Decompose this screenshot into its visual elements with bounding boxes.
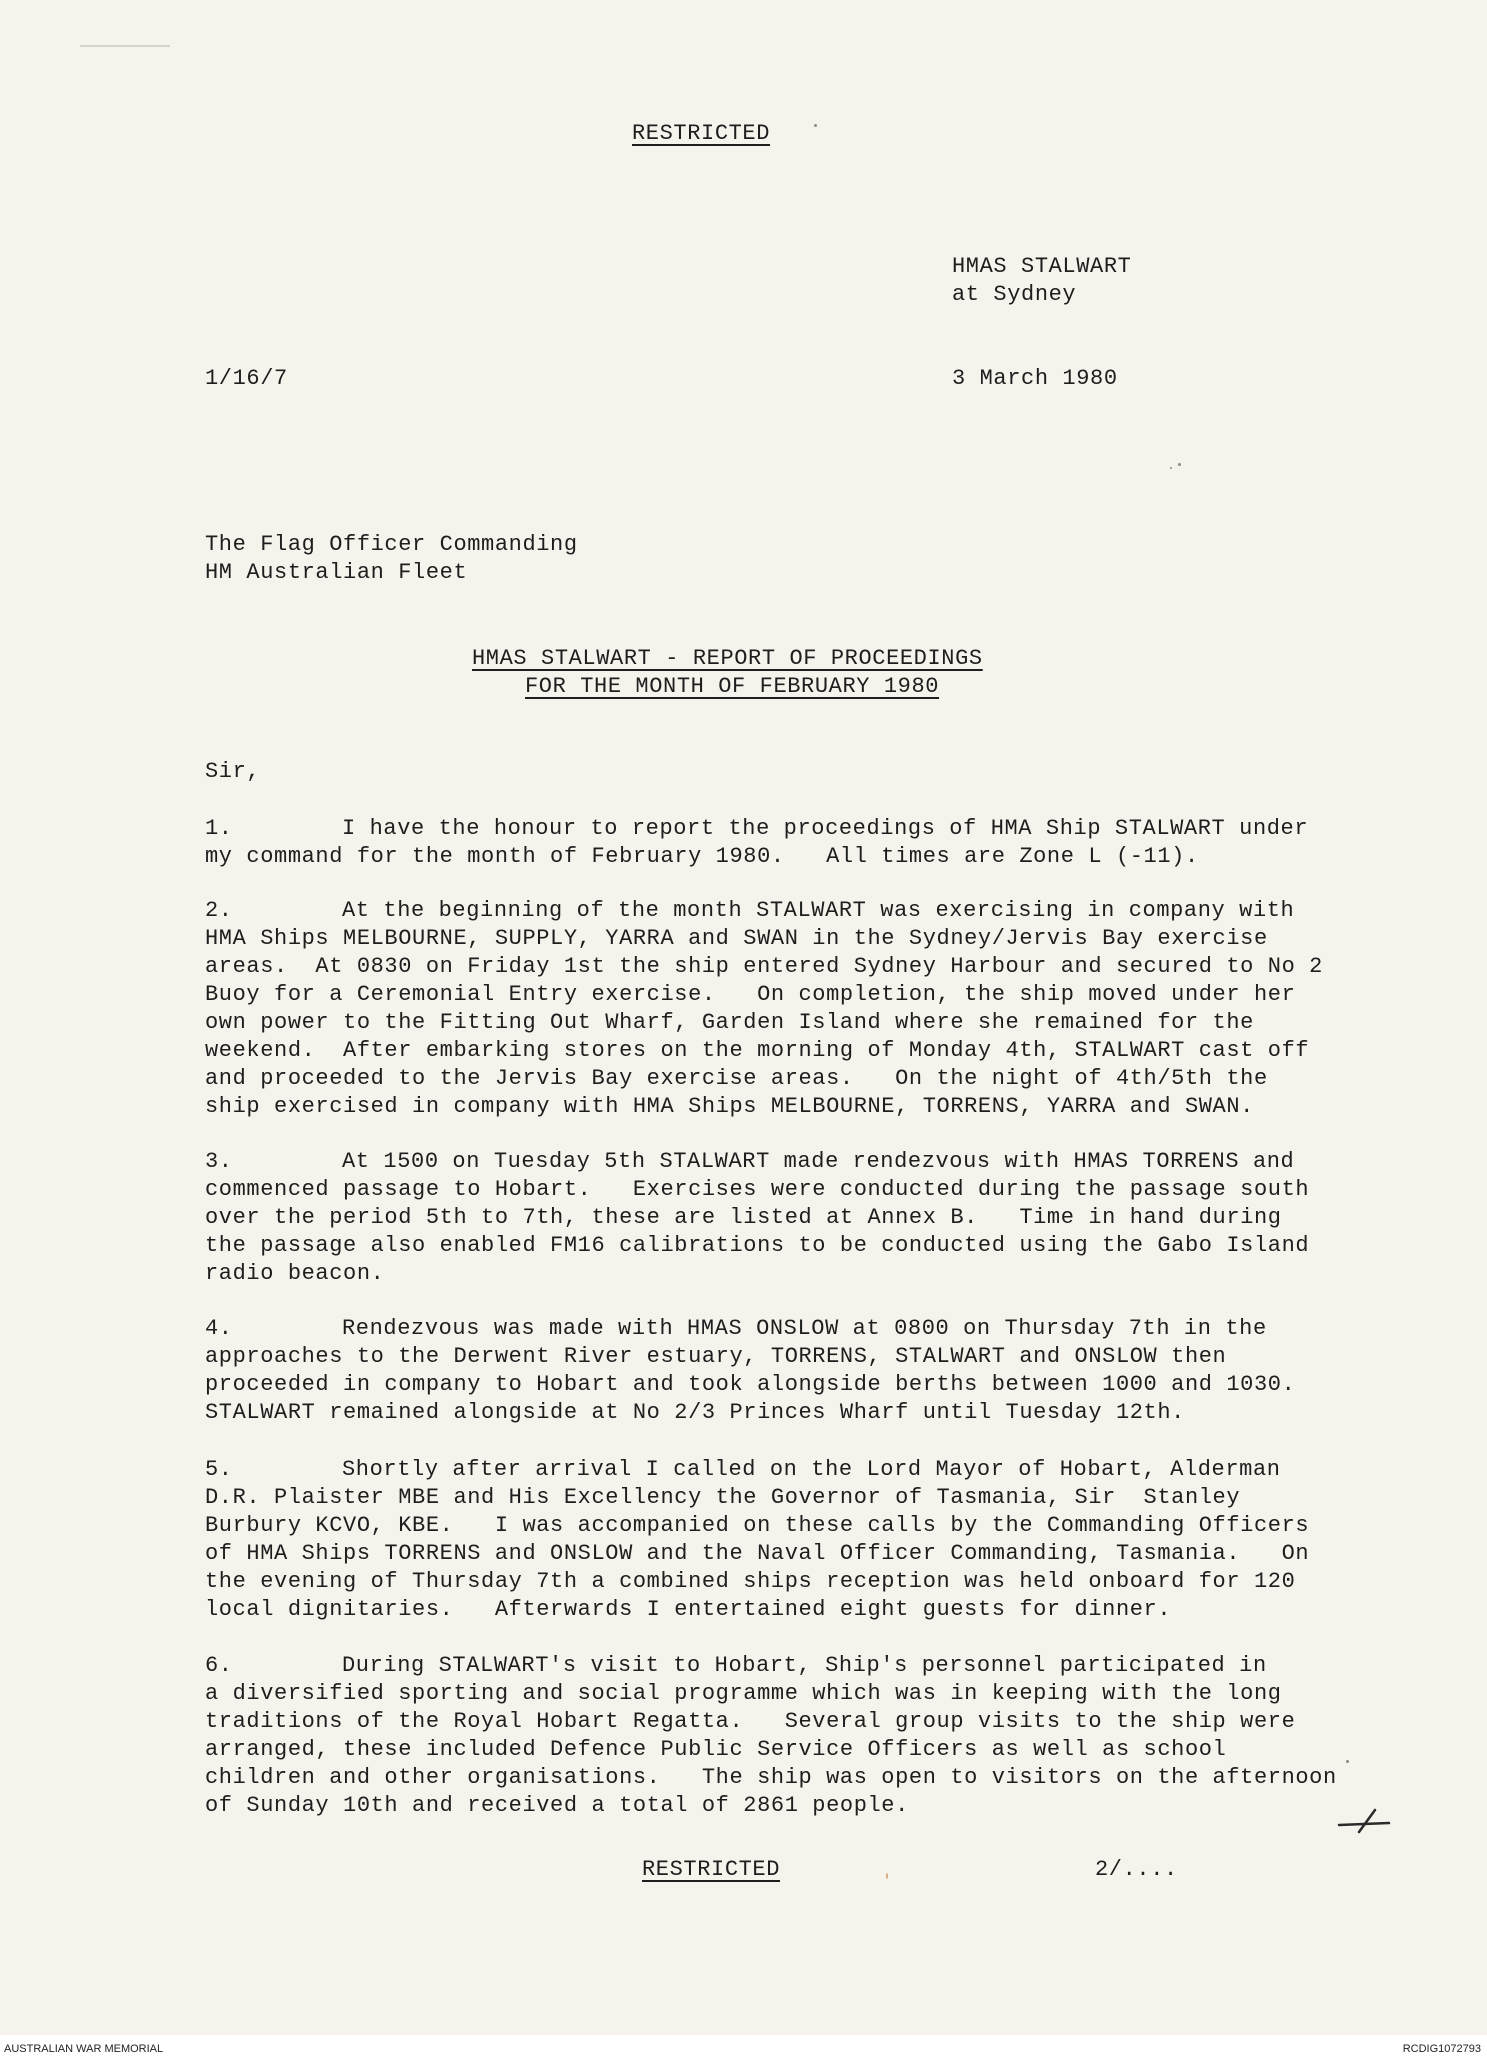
handwritten-tick-mark <box>1337 1808 1391 1834</box>
paragraph-line: approaches to the Derwent River estuary, TORRENS, STALWART and ONSLOW then <box>205 1344 1227 1369</box>
paper-speck <box>814 124 817 127</box>
paragraph-line: HMA Ships MELBOURNE, SUPPLY, YARRA and SWAN in the Sydney/Jervis Bay exercise <box>205 926 1268 951</box>
paragraph-line: Buoy for a Ceremonial Entry exercise. On completion, the ship moved under her <box>205 982 1296 1007</box>
report-title-line-2: FOR THE MONTH OF FEBRUARY 1980 <box>525 674 940 699</box>
paragraph-line: weekend. After embarking stores on the morning of Monday 4th, STALWART cast off <box>205 1038 1310 1063</box>
addressee-line-2: HM Australian Fleet <box>205 560 468 585</box>
paragraph-line: STALWART remained alongside at No 2/3 Princes Wharf until Tuesday 12th. <box>205 1400 1185 1425</box>
paragraph-line: and proceeded to the Jervis Bay exercise areas. On the night of 4th/5th the <box>205 1066 1268 1091</box>
archive-id: RCDIG1072793 <box>1402 2043 1481 2055</box>
paragraph-line: of HMA Ships TORRENS and ONSLOW and the Naval Officer Commanding, Tasmania. On <box>205 1541 1310 1566</box>
paragraph-6 <box>205 1652 1335 1820</box>
paper-speck <box>1346 1760 1349 1763</box>
paper-speck <box>1178 463 1181 466</box>
salutation: Sir, <box>205 759 261 784</box>
paragraph-line: areas. At 0830 on Friday 1st the ship entered Sydney Harbour and secured to No 2 <box>205 954 1323 979</box>
paragraph-2 <box>205 897 1335 1121</box>
paragraph-line: I have the honour to report the proceedings of HMA Ship STALWART under <box>342 816 1309 841</box>
letter-date: 3 March 1980 <box>952 366 1118 391</box>
paragraph-line: At the beginning of the month STALWART was exercising in company with <box>342 898 1295 923</box>
paragraph-line: local dignitaries. Afterwards I entertained eight guests for dinner. <box>205 1597 1172 1622</box>
paragraph-line: a diversified sporting and social programme which was in keeping with the long <box>205 1681 1282 1706</box>
paragraph-number: 2. <box>205 898 233 923</box>
paragraph-line: Burbury KCVO, KBE. I was accompanied on these calls by the Commanding Officers <box>205 1513 1310 1538</box>
paragraph-line: D.R. Plaister MBE and His Excellency the Governor of Tasmania, Sir Stanley <box>205 1485 1241 1510</box>
paragraph-line: the evening of Thursday 7th a combined ships reception was held onboard for 120 <box>205 1569 1296 1594</box>
paragraph-line: ship exercised in company with HMA Ships MELBOURNE, TORRENS, YARRA and SWAN. <box>205 1094 1254 1119</box>
paragraph-line: Shortly after arrival I called on the Lord Mayor of Hobart, Alderman <box>342 1457 1281 1482</box>
paragraph-number: 6. <box>205 1653 233 1678</box>
paragraph-5 <box>205 1456 1335 1624</box>
paragraph-line: traditions of the Royal Hobart Regatta. Several group visits to the ship were <box>205 1709 1296 1734</box>
ship-location: at Sydney <box>952 282 1077 307</box>
ship-name: HMAS STALWART <box>952 254 1132 279</box>
paragraph-4 <box>205 1315 1335 1427</box>
page-continuation: 2/.... <box>1095 1857 1178 1882</box>
paragraph-line: own power to the Fitting Out Wharf, Garden Island where she remained for the <box>205 1010 1254 1035</box>
paragraph-line: of Sunday 10th and received a total of 2861 people. <box>205 1793 909 1818</box>
paragraph-line: proceeded in company to Hobart and took alongside berths between 1000 and 1030. <box>205 1372 1296 1397</box>
paragraph-number: 1. <box>205 816 233 841</box>
paragraph-line: the passage also enabled FM16 calibrations to be conducted using the Gabo Island <box>205 1233 1310 1258</box>
archive-name: AUSTRALIAN WAR MEMORIAL <box>4 2043 164 2055</box>
paragraph-line: radio beacon. <box>205 1261 385 1286</box>
paragraph-line: my command for the month of February 1980. All times are Zone L (-11). <box>205 844 1199 869</box>
classification-top: RESTRICTED <box>632 121 771 146</box>
addressee-line-1: The Flag Officer Commanding <box>205 532 578 557</box>
paragraph-number: 3. <box>205 1149 233 1174</box>
paper-mark <box>80 45 170 47</box>
paragraph-line: over the period 5th to 7th, these are listed at Annex B. Time in hand during <box>205 1205 1282 1230</box>
paragraph-line: commenced passage to Hobart. Exercises were conducted during the passage south <box>205 1177 1310 1202</box>
file-reference: 1/16/7 <box>205 366 288 391</box>
paragraph-number: 4. <box>205 1316 233 1341</box>
paragraph-number: 5. <box>205 1457 233 1482</box>
paragraph-line: children and other organisations. The ship was open to visitors on the afternoon <box>205 1765 1337 1790</box>
paragraph-line: At 1500 on Tuesday 5th STALWART made rendezvous with HMAS TORRENS and <box>342 1149 1295 1174</box>
paragraph-line: Rendezvous was made with HMAS ONSLOW at 0800 on Thursday 7th in the <box>342 1316 1267 1341</box>
report-title-line-1: HMAS STALWART - REPORT OF PROCEEDINGS <box>472 646 983 671</box>
archive-footer <box>0 2035 1487 2061</box>
paper-speck <box>1170 467 1172 469</box>
classification-bottom: RESTRICTED <box>642 1857 781 1882</box>
paragraph-line: arranged, these included Defence Public Service Officers as well as school <box>205 1737 1227 1762</box>
paragraph-line: During STALWART's visit to Hobart, Ship's personnel participated in <box>342 1653 1267 1678</box>
paragraph-1 <box>205 815 1335 871</box>
paragraph-3 <box>205 1148 1335 1288</box>
paper-speck <box>886 1873 888 1879</box>
